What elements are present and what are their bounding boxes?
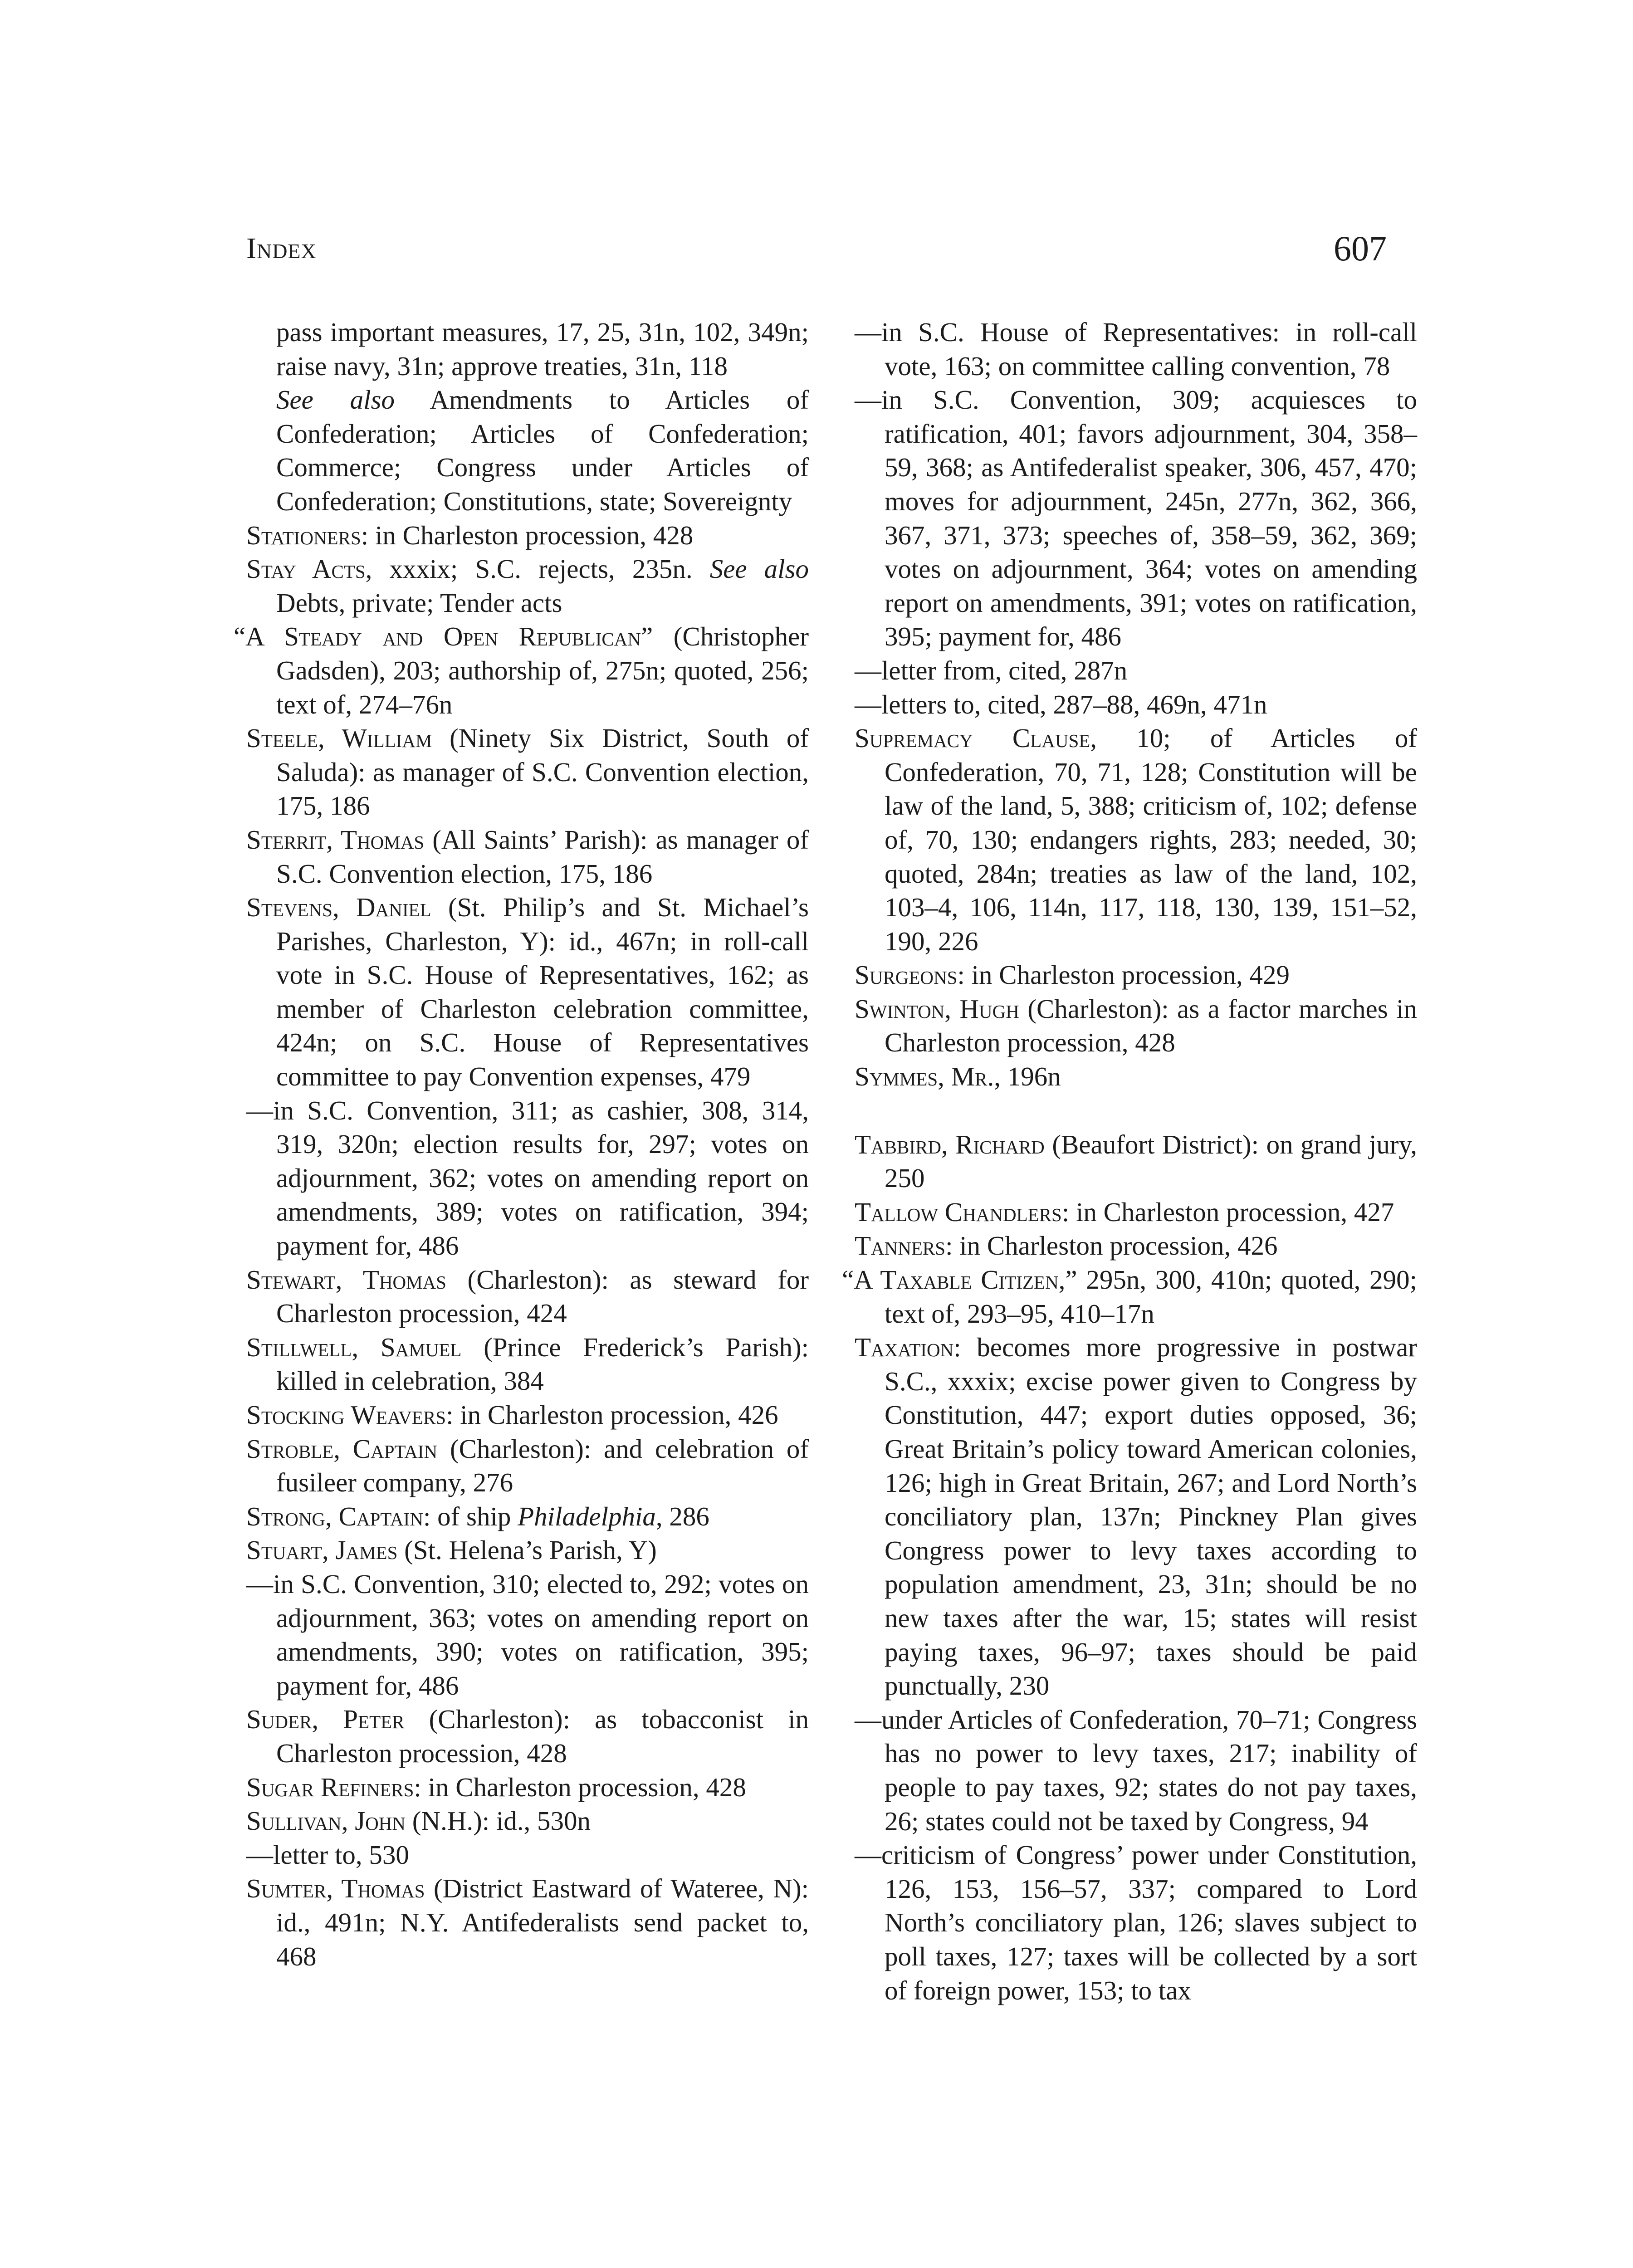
index-entry — [855, 958, 1417, 992]
entry-text: pass important measures, 17, 25, 31n, 102, 349n; raise navy, 31n; approve treaties, 31n, 118 — [276, 317, 809, 381]
index-entry — [246, 1770, 809, 1804]
entry-text: —in S.C. Convention, 310; elected to, 292; votes on adjournment, 363; votes on amending report on amendments, 390; votes on ratification, 395; payment for, 486 — [246, 1569, 809, 1701]
index-subentry — [855, 654, 1417, 688]
entry-heading: Stewart, Thomas — [246, 1264, 446, 1295]
entry-text-after: Debts, private; Tender acts — [276, 587, 562, 618]
entry-heading: Suder, Peter — [246, 1704, 405, 1735]
page-number: 607 — [1334, 229, 1387, 268]
entry-heading: Stuart, James — [246, 1535, 398, 1565]
entry-heading: Taxation — [855, 1332, 954, 1363]
entry-heading: Strong, Captain — [246, 1501, 423, 1531]
entry-text: (Prince Frederick’s Parish): killed in celebration, 384 — [276, 1332, 809, 1396]
entry-heading: “A Taxable Citizen,” — [842, 1265, 1077, 1295]
index-column-right — [842, 315, 1417, 2007]
entry-text: (Charleston): and celebration of fusileer company, 276 — [276, 1433, 809, 1498]
index-entry — [855, 1229, 1417, 1263]
index-entry — [855, 1330, 1417, 1703]
entry-text: , 10; of Articles of Confederation, 70, 71, 128; Constitution will be law of the land, 5, 388; criticism of, 102; defense of, 70, 130; endangers rights, 283; needed, 30; quoted, 284n; treaties as law of the land, 102, 103–4, 106, 114n, 117, 118, 130, 139, 151–52, 190, 226 — [885, 723, 1417, 956]
index-entry — [855, 992, 1417, 1060]
see-also-reference — [246, 383, 809, 518]
index-entry — [246, 1330, 809, 1398]
entry-text: —letter to, 530 — [246, 1839, 409, 1870]
entry-text: : in Charleston procession, 426 — [446, 1400, 778, 1430]
index-entry — [246, 1533, 809, 1567]
entry-heading: Stillwell, Samuel — [246, 1332, 462, 1362]
entry-text: (Christopher Gadsden), 203; authorship of, 275n; quoted, 256; text of, 274–76n — [276, 621, 809, 719]
entry-text-after: , 286 — [655, 1501, 709, 1531]
entry-heading: Steele, William — [246, 723, 432, 753]
index-entry — [246, 518, 809, 552]
entry-text: —letters to, cited, 287–88, 469n, 471n — [855, 689, 1267, 719]
entry-text: (District Eastward of Wateree, N): id., 491n; N.Y. Antifederalists send packet to, 468 — [276, 1873, 809, 1971]
index-entry — [246, 552, 809, 620]
entry-text: —under Articles of Confederation, 70–71; Congress has no power to levy taxes, 217; inability of people to pay taxes, 92; states do not pay taxes, 26; states could not be taxed by Congress, 94 — [855, 1704, 1417, 1836]
index-entry — [855, 1128, 1417, 1195]
entry-text: 295n, 300, 410n; quoted, 290; text of, 293–95, 410–17n — [885, 1265, 1417, 1329]
entry-text: —in S.C. Convention, 311; as cashier, 308, 314, 319, 320n; election results for, 297; votes on adjournment, 362; votes on amending report on amendments, 389; votes on ratification, 394; payment for, 486 — [246, 1095, 809, 1261]
index-subentry — [855, 383, 1417, 654]
entry-heading: Tanners — [855, 1231, 946, 1261]
entry-text: (Charleston): as steward for Charleston procession, 424 — [276, 1264, 809, 1329]
entry-text: : of ship — [423, 1501, 518, 1531]
entry-text: —letter from, cited, 287n — [855, 655, 1128, 685]
index-subentry — [855, 1838, 1417, 2007]
index-entry — [246, 315, 809, 383]
entry-heading: Tabbird, Richard — [855, 1129, 1045, 1159]
entry-text: , 196n — [994, 1061, 1061, 1092]
index-entry — [246, 1702, 809, 1770]
entry-heading: Supremacy Clause — [855, 723, 1090, 753]
entry-text: : in Charleston procession, 427 — [1061, 1197, 1394, 1227]
entry-heading: Tallow Chandlers — [855, 1197, 1062, 1227]
entry-text: —in S.C. Convention, 309; acquiesces to ratification, 401; favors adjournment, 304, 358–59, 368; as Antifederalist speaker, 306, 457, 470; moves for adjournment, 245n, 277n, 362, 366, 367, 371, 373; speeches of, 358–59, 362, 369; votes on adjournment, 364; votes on amending report on amendments, 391; votes on ratification, 395; payment for, 486 — [855, 385, 1417, 652]
entry-heading: Stocking Weavers — [246, 1400, 446, 1430]
entry-heading: Surgeons — [855, 960, 958, 990]
entry-text: : in Charleston procession, 429 — [957, 960, 1290, 990]
entry-heading: Sumter, Thomas — [246, 1873, 425, 1904]
entry-italic: Philadelphia — [518, 1501, 656, 1531]
entry-heading: Sterrit, Thomas — [246, 824, 425, 855]
index-entry — [246, 890, 809, 1094]
entry-text: : becomes more progressive in postwar S.C., xxxix; excise power given to Congress by Constitution, 447; export duties opposed, 36; Great Britain’s policy toward American colonies, 126; high in Great Britain, 267; and Lord North’s conciliatory plan, 137n; Pinckney Plan gives Congress power to levy taxes according to population amendment, 23, 31n; should be no new taxes after the war, 15; states will resist paying taxes, 96–97; taxes should be paid punctually, 230 — [885, 1332, 1417, 1701]
index-subentry — [855, 1703, 1417, 1838]
running-head — [246, 221, 1387, 276]
index-entry — [246, 1263, 809, 1330]
index-entry — [246, 1804, 809, 1838]
entry-text: (All Saints’ Parish): as manager of S.C. Convention election, 175, 186 — [276, 824, 809, 889]
see-also-label: See also — [276, 385, 395, 415]
entry-text: , xxxix; S.C. rejects, 235n. — [365, 554, 710, 584]
letter-group-gap — [855, 1094, 1417, 1128]
index-entry — [842, 1263, 1417, 1330]
entry-heading: Sugar Refiners — [246, 1772, 414, 1802]
entry-text: (St. Philip’s and St. Michael’s Parishes, Charleston, Y): id., 467n; in roll-call vote in S.C. House of Representatives, 162; as member of Charleston celebration committee, 424n; on S.C. House of Representatives committee to pay Convention expenses, 479 — [276, 892, 809, 1092]
index-entry — [855, 721, 1417, 958]
entry-text: (Charleston): as a factor marches in Charleston procession, 428 — [885, 993, 1417, 1058]
index-entry — [855, 1060, 1417, 1094]
index-entry — [246, 1872, 809, 1973]
entry-text: : in Charleston procession, 428 — [414, 1772, 746, 1802]
entry-heading: Sullivan, John — [246, 1806, 406, 1836]
index-entry — [246, 1500, 809, 1534]
index-entry — [855, 1195, 1417, 1229]
index-subentry — [855, 315, 1417, 383]
entry-heading: Stevens, Daniel — [246, 892, 431, 923]
index-column-left — [234, 315, 809, 1973]
index-entry — [246, 721, 809, 823]
entry-text: (Ninety Six District, South of Saluda): as manager of S.C. Convention election, 175, 186 — [276, 723, 809, 821]
entry-text: : in Charleston procession, 428 — [361, 520, 694, 550]
entry-text: (Beaufort District): on grand jury, 250 — [885, 1129, 1417, 1193]
index-subentry — [246, 1567, 809, 1702]
index-subentry — [246, 1838, 809, 1872]
entry-heading: Stroble, Captain — [246, 1433, 438, 1464]
entry-heading: Stay Acts — [246, 554, 366, 584]
entry-heading: Swinton, Hugh — [855, 993, 1019, 1024]
index-subentry — [246, 1094, 809, 1263]
section-title: Index — [246, 232, 317, 265]
entry-text: (St. Helena’s Parish, Y) — [397, 1535, 657, 1565]
index-entry — [246, 823, 809, 890]
entry-text: Amendments to Articles of Confederation; Articles of Confederation; Commerce; Congress under Articles of Confederation; Constitutions, state; Sovereignty — [276, 385, 809, 516]
entry-heading: Symmes, Mr. — [855, 1061, 994, 1092]
entry-text: —in S.C. House of Representatives: in roll-call vote, 163; on committee calling convention, 78 — [855, 317, 1417, 381]
index-entry — [246, 1398, 809, 1432]
index-entry — [234, 620, 809, 721]
entry-text: (N.H.): id., 530n — [406, 1806, 591, 1836]
entry-heading: “A Steady and Open Republican” — [234, 621, 653, 652]
entry-text: —criticism of Congress’ power under Constitution, 126, 153, 156–57, 337; compared to Lord North’s conciliatory plan, 126; slaves subject to poll taxes, 127; taxes will be collected by a sort of foreign power, 153; to tax — [855, 1840, 1417, 2005]
entry-heading: Stationers — [246, 520, 361, 550]
entry-text: (Charleston): as tobacconist in Charleston procession, 428 — [276, 1704, 809, 1768]
entry-text: : in Charleston procession, 426 — [945, 1231, 1278, 1261]
entry-italic: See also — [709, 554, 809, 584]
index-subentry — [855, 688, 1417, 722]
index-entry — [246, 1432, 809, 1500]
